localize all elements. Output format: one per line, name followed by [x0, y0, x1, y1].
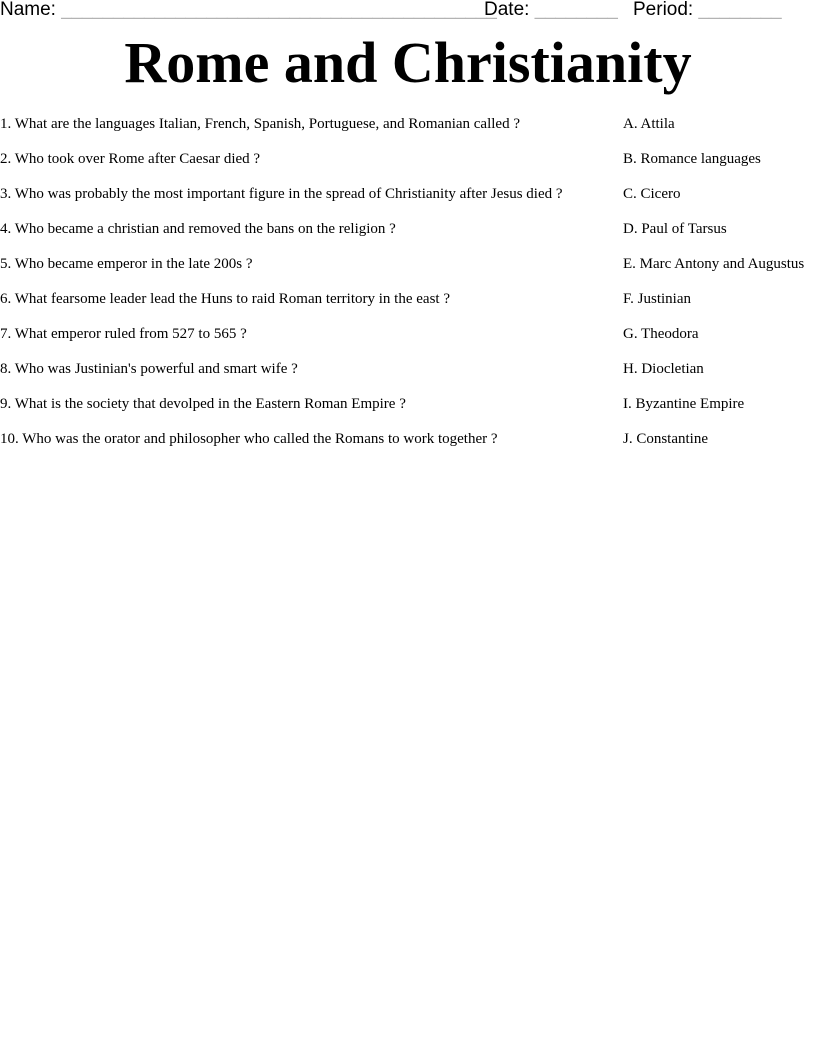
- name-blank[interactable]: __________________________________________: [61, 0, 497, 20]
- qa-row: [0, 393, 816, 415]
- page-title: Rome and Christianity: [124, 30, 692, 95]
- answer-h: H. Diocletian: [623, 361, 704, 377]
- question-1: 1. What are the languages Italian, French, Spanish, Portuguese, and Romanian called ?: [0, 116, 520, 132]
- question-6: 6. What fearsome leader lead the Huns to raid Roman territory in the east ?: [0, 291, 450, 307]
- question-8: 8. Who was Justinian's powerful and smart wife ?: [0, 361, 298, 377]
- name-label: Name:: [0, 0, 56, 20]
- answer-a: A. Attila: [623, 116, 675, 132]
- name-field[interactable]: [0, 0, 497, 22]
- qa-row: [0, 183, 816, 205]
- matching-list: [0, 113, 816, 463]
- qa-row: [0, 428, 816, 450]
- question-2: 2. Who took over Rome after Caesar died ?: [0, 151, 261, 167]
- period-field[interactable]: [633, 0, 781, 22]
- answer-g: G. Theodora: [623, 326, 699, 342]
- question-7: 7. What emperor ruled from 527 to 565 ?: [0, 326, 247, 342]
- qa-row: [0, 148, 816, 170]
- answer-e: E. Marc Antony and Augustus: [623, 256, 805, 272]
- date-label: Date:: [484, 0, 530, 20]
- qa-row: [0, 358, 816, 380]
- qa-row: [0, 218, 816, 240]
- period-blank[interactable]: ________: [698, 0, 782, 20]
- qa-row: [0, 113, 816, 135]
- question-3: 3. Who was probably the most important figure in the spread of Christianity after Jesus died ?: [0, 186, 563, 202]
- question-10: 10. Who was the orator and philosopher who called the Romans to work together ?: [0, 431, 498, 447]
- qa-row: [0, 253, 816, 275]
- answer-b: B. Romance languages: [623, 151, 761, 167]
- answer-d: D. Paul of Tarsus: [623, 221, 727, 237]
- period-label: Period:: [633, 0, 694, 20]
- question-4: 4. Who became a christian and removed the bans on the religion ?: [0, 221, 396, 237]
- worksheet-header: [0, 0, 816, 22]
- answer-i: I. Byzantine Empire: [623, 396, 745, 412]
- question-5: 5. Who became emperor in the late 200s ?: [0, 256, 253, 272]
- answer-j: J. Constantine: [623, 431, 708, 447]
- question-9: 9. What is the society that devolped in the Eastern Roman Empire ?: [0, 396, 406, 412]
- date-field[interactable]: [484, 0, 618, 22]
- answer-c: C. Cicero: [623, 186, 681, 202]
- date-blank[interactable]: ________: [534, 0, 618, 20]
- answer-f: F. Justinian: [623, 291, 691, 307]
- qa-row: [0, 288, 816, 310]
- qa-row: [0, 323, 816, 345]
